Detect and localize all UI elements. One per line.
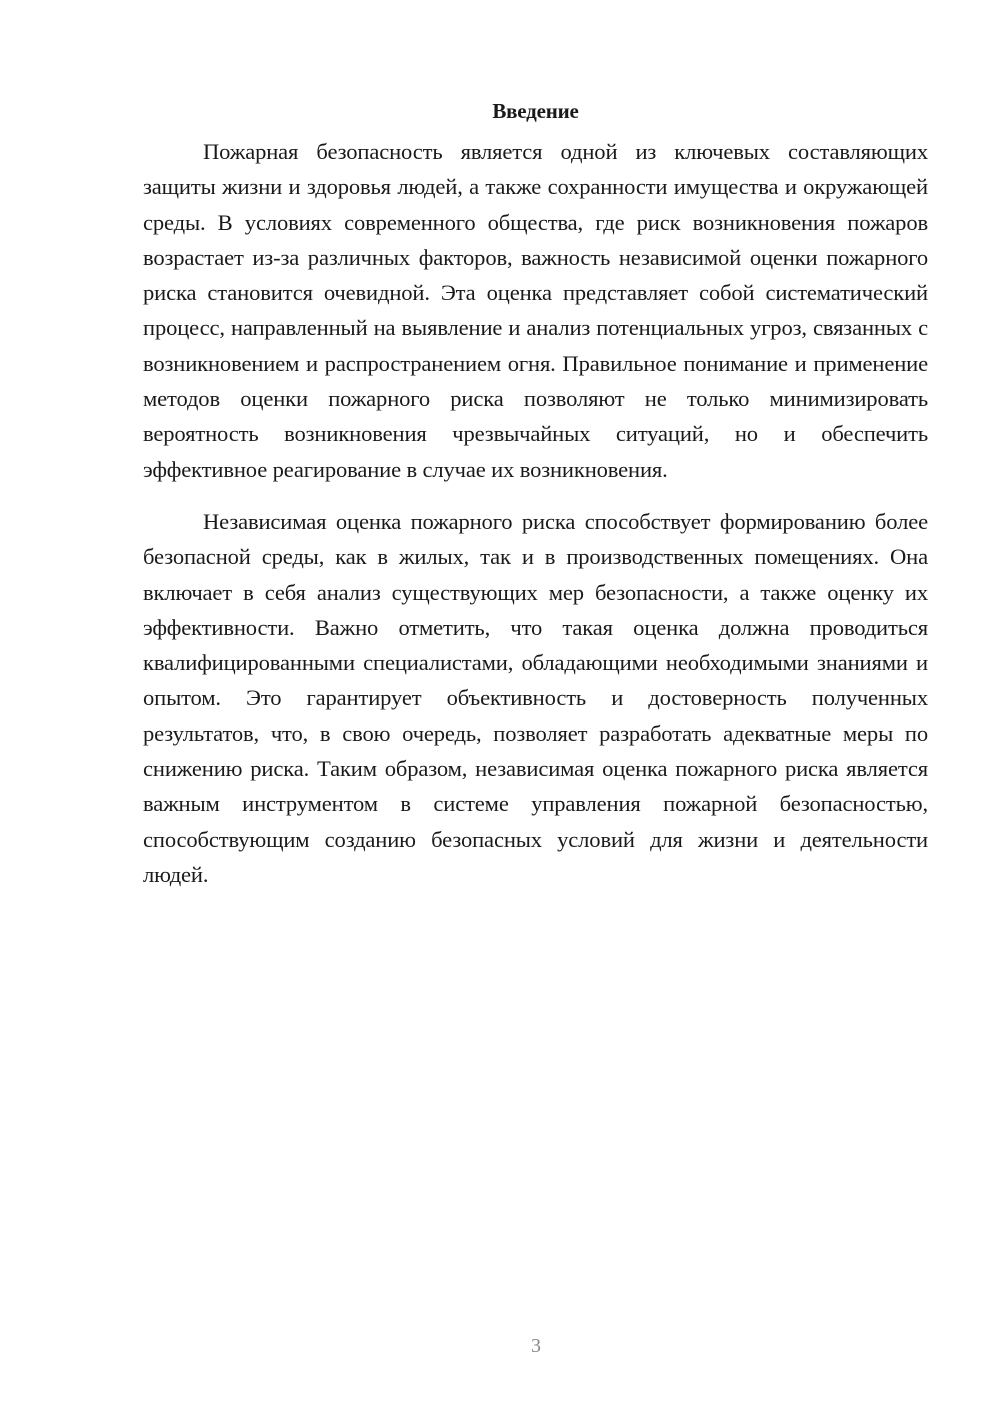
paragraph-1: Пожарная безопасность является одной из ключевых составляющих защиты жизни и здоровья людей, а также сохранности имущества и окружающей среды. В условиях современного общества, где риск возникновения пожаров возрастает из-за различных факторов, важность независимой оценки пожарного риска становится очевидной. Эта оценка представляет собой систематический процесс, направленный на выявление и анализ потенциальных угроз, связанных с возникновением и распространением огня. Правильное понимание и применение методов оценки пожарного риска позволяют не только минимизировать вероятность возникновения чрезвычайных ситуаций, но и обеспечить эффективное реагирование в случае их возникновения. (143, 139, 928, 482)
page-number: 3 (531, 1335, 541, 1357)
section-heading: Введение (492, 99, 579, 123)
paragraph-2: Независимая оценка пожарного риска способствует формированию более безопасной среды, как в жилых, так и в производственных помещениях. Она включает в себя анализ существующих мер безопасности, а также оценку их эффективности. Важно отметить, что такая оценка должна проводиться квалифицированными специалистами, обладающими необходимыми знаниями и опытом. Это гарантирует объективность и достоверность полученных результатов, что, в свою очередь, позволяет разработать адекватные меры по снижению риска. Таким образом, независимая оценка пожарного риска является важным инструментом в системе управления пожарной безопасностью, способствующим созданию безопасных условий для жизни и деятельности людей. (143, 508, 928, 887)
page-content (143, 96, 928, 892)
